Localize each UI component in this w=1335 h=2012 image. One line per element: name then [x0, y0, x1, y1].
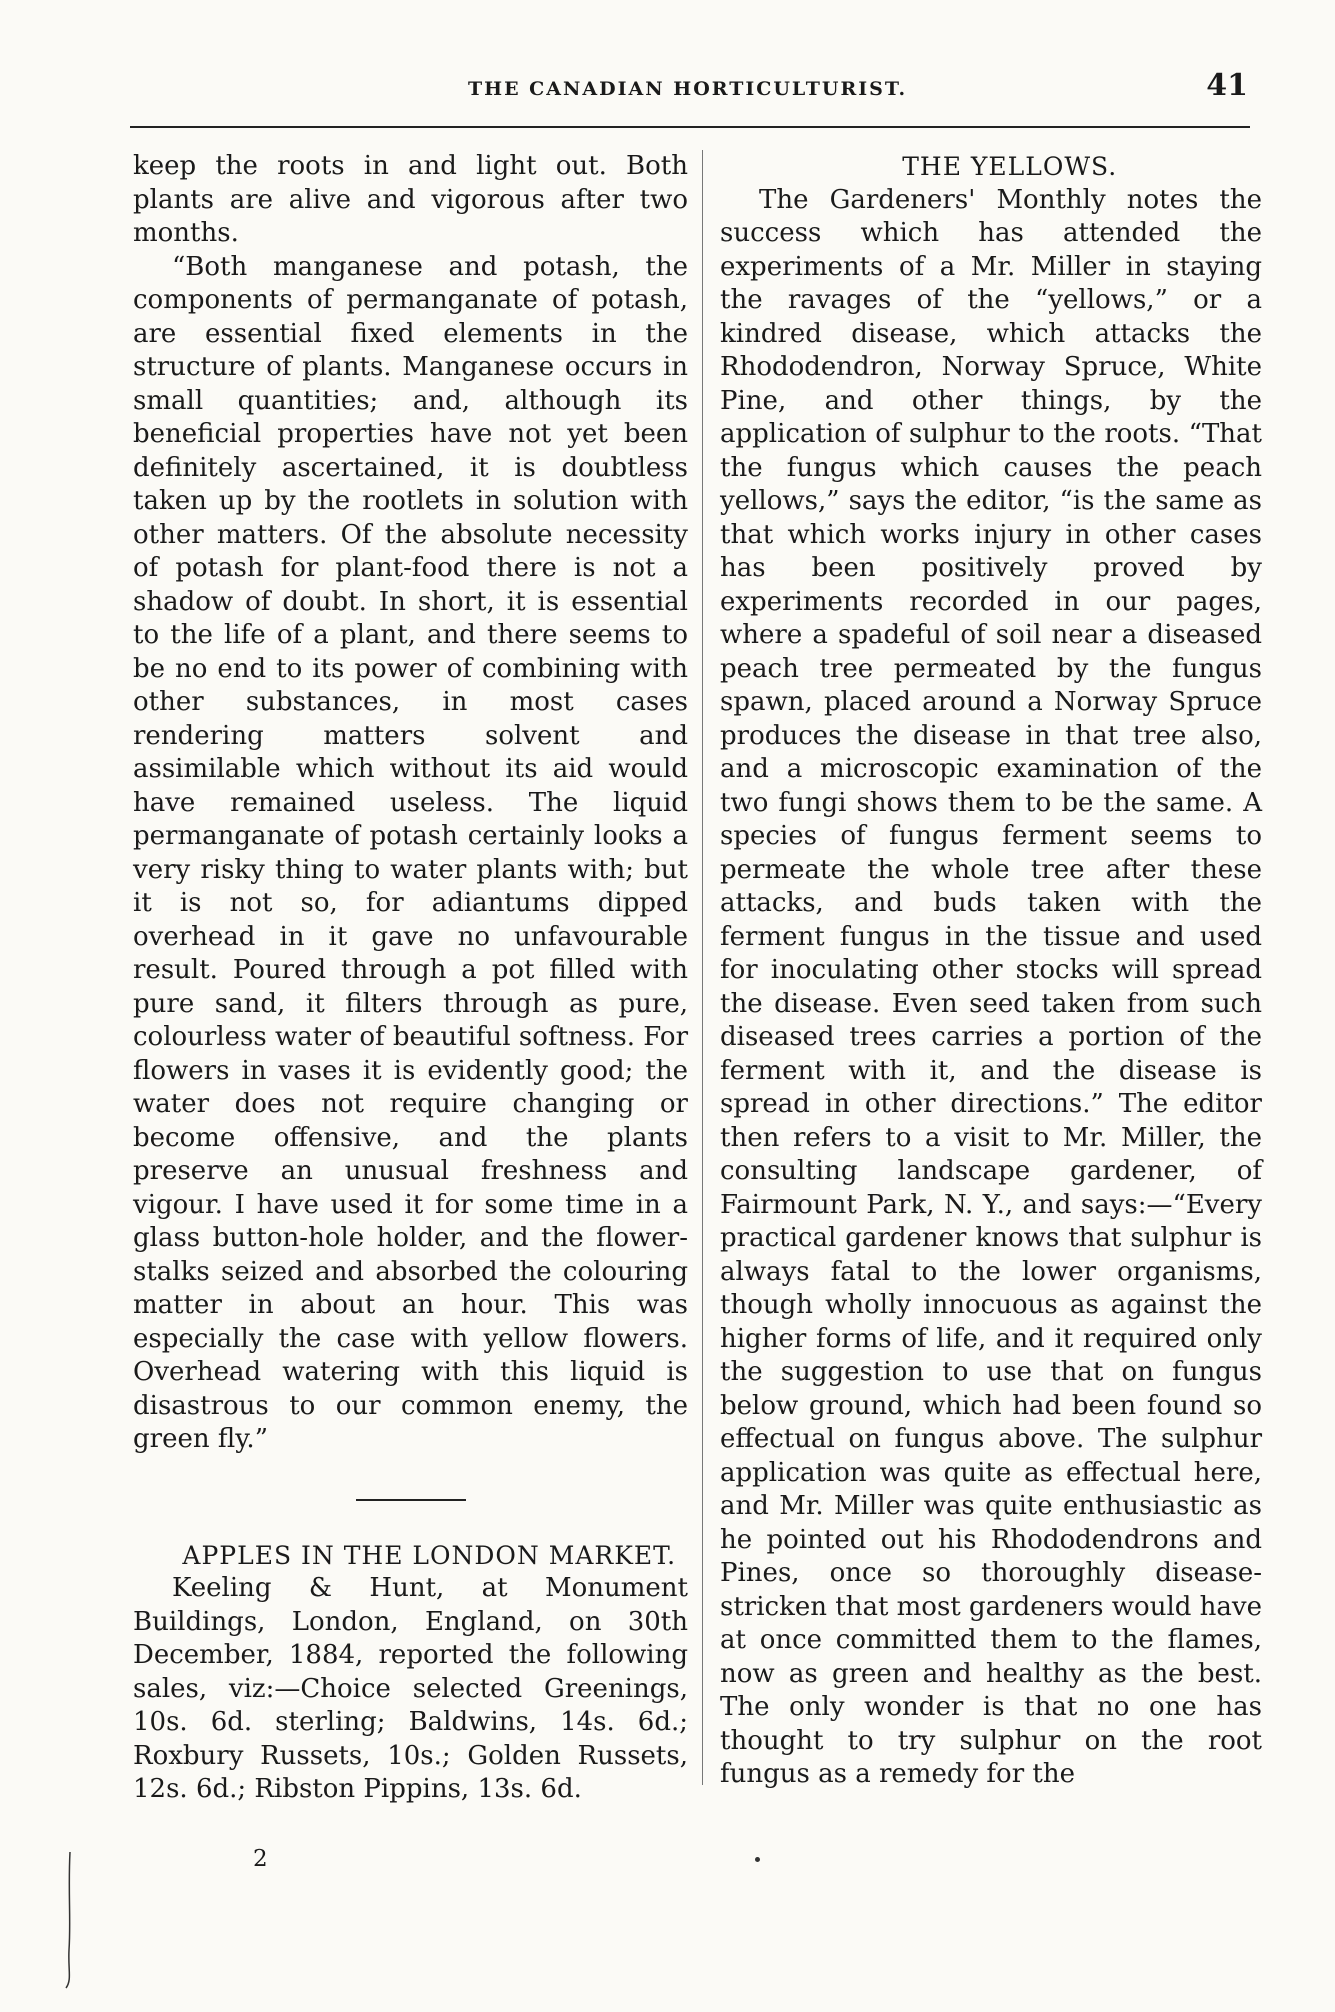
apples-section-body: Keeling & Hunt, at Monument Buildings, London, England, on 30th December, 1884, reported the following sales, viz:—Choice selected Greenings, 10s. 6d. sterling; Baldwins, 14s. 6d.; Roxbury Russets, 10s.; Golden Russets, 12s. 6d.; Ribston Pippins, 13s. 6d.	[133, 1573, 688, 1804]
signature-mark: 2	[253, 1846, 268, 1872]
apples-section-title: APPLES IN THE LONDON MARKET.	[182, 1540, 677, 1570]
margin-pencil-mark	[62, 1850, 84, 1990]
stray-dot	[755, 1857, 760, 1862]
page-number: 41	[1206, 68, 1248, 103]
running-head: THE CANADIAN HORTICULTURIST.	[468, 78, 908, 100]
permanganate-quote-paragraph: “Both manganese and potash, the components of permanganate of potash, are essential fixed elements in the structure of plants. Manganese occurs in small quantities; and, although its beneficial properties have not yet been definitely ascertained, it is doubtless taken up by the rootlets in solution with other matters. Of the absolute necessity of potash for plant-food there is not a shadow of doubt. In short, it is essential to the life of a plant, and there seems to be no end to its power of combining with other substances, in most cases rendering matters solvent and assimilable which without its aid would have remained useless. The liquid permanganate of potash certainly looks a very risky thing to water plants with; but it is not so, for adiantums dipped overhead in it gave no unfavourable result. Poured through a pot filled with pure sand, it filters through as pure, colourless water of beautiful softness. For flowers in vases it is evidently good; the water does not require changing or become offensive, and the plants preserve an unusual freshness and vigour. I have used it for some time in a glass button-hole holder, and the flower-stalks seized and absorbed the colouring matter in about an hour. This was especially the case with yellow flowers. Overhead watering with this liquid is disastrous to our common enemy, the green fly.”	[133, 251, 688, 1454]
left-column	[133, 150, 688, 1807]
section-separator	[356, 1499, 466, 1501]
page-header	[130, 68, 1260, 108]
right-column	[720, 150, 1262, 1792]
yellows-section-body: The Gardeners' Monthly notes the success which has attended the experiments of a Mr. Miller in staying the ravages of the “yellows,” or a kindred disease, which attacks the Rhododendron, Norway Spruce, White Pine, and other things, by the application of sulphur to the roots. “That the fungus which causes the peach yellows,” says the editor, “is the same as that which works injury in other cases has been positively proved by experiments recorded in our pages, where a spadeful of soil near a diseased peach tree permeated by the fungus spawn, placed around a Norway Spruce produces the disease in that tree also, and a microscopic examination of the two fungi shows them to be the same. A species of fungus ferment seems to permeate the whole tree after these attacks, and buds taken with the ferment fungus in the tissue and used for inoculating other stocks will spread the disease. Even seed taken from such diseased trees carries a portion of the ferment with it, and the disease is spread in other directions.” The editor then refers to a visit to Mr. Miller, the consulting landscape gardener, of Fairmount Park, N. Y., and says:—“Every practical gardener knows that sulphur is always fatal to the lower organisms, though wholly innocuous as against the higher forms of life, and it required only the suggestion to use that on fungus below ground, which had been found so effectual on fungus above. The sulphur application was quite as effectual here, and Mr. Miller was quite enthusiastic as he pointed out his Rhododendrons and Pines, once so thoroughly disease-stricken that most gardeners would have at once committed them to the flames, now as green and healthy as the best. The only wonder is that no one has thought to try sulphur on the root fungus as a remedy for the	[720, 184, 1262, 1789]
column-divider	[702, 150, 703, 1785]
header-rule	[130, 126, 1250, 128]
continuation-paragraph: keep the roots in and light out. Both plants are alive and vigorous after two months.	[133, 151, 688, 248]
yellows-section-title: THE YELLOWS.	[902, 152, 1118, 181]
